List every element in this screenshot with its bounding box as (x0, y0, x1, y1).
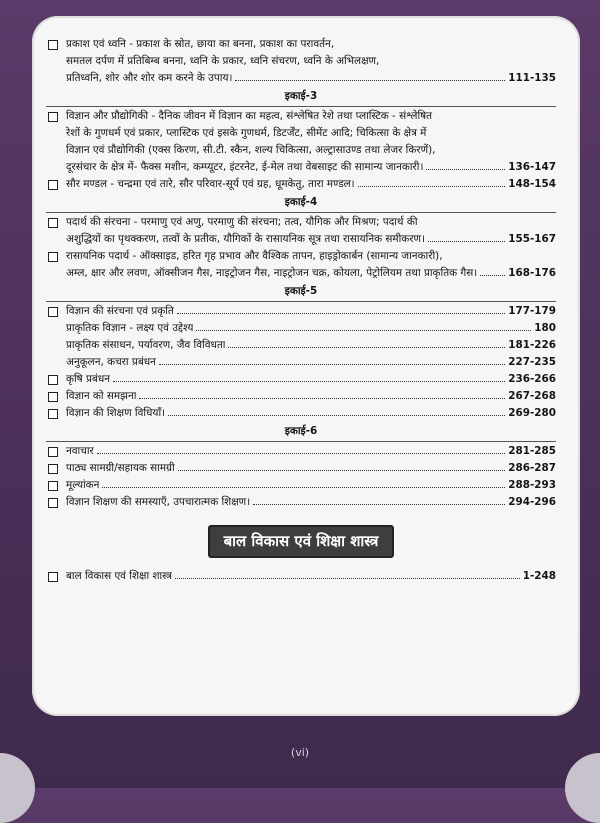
page-range: 180 (534, 322, 556, 334)
checkbox-icon (48, 464, 58, 474)
leader-dots (97, 453, 506, 454)
toc-entry (46, 320, 556, 337)
entry-line: विज्ञान को समझना (66, 390, 137, 402)
entry-line: विज्ञान की शिक्षण विधियाँ। (66, 407, 166, 419)
entry-last-line (66, 303, 556, 320)
checkbox-icon (48, 409, 58, 419)
entry-line: अनुकूलन, कचरा प्रबंधन (66, 356, 156, 368)
section-banner-wrap (46, 525, 556, 558)
entry-line: रेशों के गुणधर्म एवं प्रकार, प्लास्टिक एवं इसके गुणधर्म, डिटर्जेंट, सीमेंट आदि; चिकित्सा के क्षेत्र में (66, 127, 427, 139)
unit-heading: इकाई-3 (284, 90, 318, 102)
entry-line: विज्ञान और प्रौद्योगिकी - दैनिक जीवन में विज्ञान का महत्व, संश्लेषित रेशे तथा प्लास्टिक - संश्लेषित (66, 110, 433, 122)
entry-last-line (66, 70, 556, 87)
toc-entry (46, 303, 556, 320)
entry-last-line (66, 494, 556, 511)
leader-dots (358, 186, 506, 187)
unit-heading: इकाई-6 (284, 425, 318, 437)
toc-entry (46, 354, 556, 371)
entry-line: रासायनिक पदार्थ - ऑक्साइड, हरित गृह प्रभाव और वैश्विक तापन, हाइड्रोकार्बन (सामान्य जानकारी), (66, 250, 443, 262)
page-range: 148-154 (508, 178, 556, 190)
corner-decoration (0, 753, 35, 823)
entry-line: प्राकृतिक विज्ञान - लक्ष्य एवं उद्देश्य (66, 322, 194, 334)
checkbox-icon (48, 180, 58, 190)
checkbox-icon (48, 481, 58, 491)
divider (46, 212, 556, 213)
leader-dots (480, 275, 505, 276)
toc-entry (46, 388, 556, 405)
page-range: 1-248 (522, 570, 556, 582)
leader-dots (102, 487, 505, 488)
page-range: 168-176 (508, 267, 556, 279)
page-number: (vi) (290, 746, 310, 759)
toc-entry-structure-of-matter (46, 214, 556, 248)
entry-last-line (66, 405, 556, 422)
leader-dots (178, 470, 506, 471)
toc-entry-solar-system (46, 176, 556, 193)
divider (46, 301, 556, 302)
entry-line: प्राकृतिक संसाधन, पर्यावरण, जैव विविधता (66, 339, 226, 351)
leader-dots (426, 169, 505, 170)
section-banner: बाल विकास एवं शिक्षा शास्त्र (208, 525, 395, 558)
page-range: 288-293 (508, 479, 556, 491)
checkbox-icon (48, 447, 58, 457)
toc-entry (46, 337, 556, 354)
page-range: 294-296 (508, 496, 556, 508)
page-range: 181-226 (508, 339, 556, 351)
entry-last-line (66, 371, 556, 388)
leader-dots (177, 313, 505, 314)
checkbox-icon (48, 375, 58, 385)
page-range: 236-266 (508, 373, 556, 385)
page-range: 136-147 (508, 161, 556, 173)
leader-dots (228, 347, 505, 348)
corner-decoration (565, 753, 600, 823)
entry-last-line (66, 337, 556, 354)
checkbox-icon (48, 112, 58, 122)
entry-line: प्रतिध्वनि, शोर और शोर कम करने के उपाय। (66, 72, 233, 84)
entry-line: अशुद्धियों का पृथक्करण, तत्वों के प्रतीक, यौगिकों के रासायनिक सूत्र तथा रासायनिक समीकरण। (66, 233, 425, 245)
leader-dots (168, 415, 505, 416)
leader-dots (196, 330, 531, 331)
leader-dots (113, 381, 505, 382)
divider (46, 441, 556, 442)
entry-line: सौर मण्डल - चन्द्रमा एवं तारे, सौर परिवार-सूर्य एवं ग्रह, धूमकेतु, तारा मण्डल। (66, 178, 355, 190)
entry-last-line (66, 477, 556, 494)
checkbox-icon (48, 40, 58, 50)
leader-dots (159, 364, 505, 365)
entry-line: विज्ञान शिक्षण की समस्याएँ, उपचारात्मक शिक्षण। (66, 496, 251, 508)
page-range: 267-268 (508, 390, 556, 402)
toc-entry-chemical-substances (46, 248, 556, 282)
entry-last-line (66, 388, 556, 405)
entry-line: समतल दर्पण में प्रतिबिम्ब बनना, ध्वनि के प्रकार, ध्वनि संचरण, ध्वनि के अभिलक्षण, (66, 55, 380, 67)
toc-entry-light-sound (46, 36, 556, 87)
unit-heading: इकाई-4 (284, 196, 318, 208)
toc-entry (46, 477, 556, 494)
toc-entry (46, 371, 556, 388)
toc-entry (46, 443, 556, 460)
entry-last-line (66, 176, 556, 193)
entry-last-line (66, 354, 556, 371)
entry-last-line (66, 231, 556, 248)
checkbox-icon (48, 252, 58, 262)
toc-entry (46, 568, 556, 585)
entry-line: प्रकाश एवं ध्वनि - प्रकाश के स्रोत, छाया का बनना, प्रकाश का परावर्तन, (66, 38, 335, 50)
leader-dots (175, 578, 520, 579)
entry-line: बाल विकास एवं शिक्षा शास्त्र (66, 570, 172, 582)
page-range: 177-179 (508, 305, 556, 317)
leader-dots (235, 80, 505, 81)
entry-last-line (66, 460, 556, 477)
table-of-contents (46, 36, 556, 585)
checkbox-icon (48, 307, 58, 317)
entry-last-line (66, 443, 556, 460)
entry-last-line (66, 568, 556, 585)
entry-line: नवाचार (66, 445, 94, 457)
entry-line: अम्ल, क्षार और लवण, ऑक्सीजन गैस, नाइट्रोजन गैस, नाइट्रोजन चक्र, कोयला, पेट्रोलियम तथा प्राकृतिक गैस। (66, 267, 478, 279)
toc-entry-science-technology (46, 108, 556, 176)
page-range: 269-280 (508, 407, 556, 419)
entry-line: विज्ञान की संरचना एवं प्रकृति (66, 305, 174, 317)
toc-entry (46, 405, 556, 422)
leader-dots (139, 398, 505, 399)
unit-heading: इकाई-5 (284, 285, 318, 297)
entry-line: विज्ञान एवं प्रौद्योगिकी (एक्स किरण, सी.टी. स्कैन, शल्य चिकित्सा, अल्ट्रासाउण्ड तथा लेजर किरणें), (66, 144, 436, 156)
entry-last-line (66, 159, 556, 176)
page-range: 227-235 (508, 356, 556, 368)
toc-entry (46, 494, 556, 511)
page-range: 286-287 (508, 462, 556, 474)
page-range: 155-167 (508, 233, 556, 245)
contents-page (32, 16, 580, 716)
entry-line: कृषि प्रबंधन (66, 373, 110, 385)
entry-last-line (66, 320, 556, 337)
page-range: 281-285 (508, 445, 556, 457)
checkbox-icon (48, 572, 58, 582)
page-range: 111-135 (508, 72, 556, 84)
toc-entry (46, 460, 556, 477)
leader-dots (428, 241, 505, 242)
leader-dots (253, 504, 505, 505)
entry-last-line (66, 265, 556, 282)
checkbox-icon (48, 218, 58, 228)
entry-line: दूरसंचार के क्षेत्र में- फैक्स मशीन, कम्प्यूटर, इंटरनेट, ई-मेल तथा वेबसाइट की सामान्य जानकारी। (66, 161, 424, 173)
checkbox-icon (48, 498, 58, 508)
entry-line: पाठ्य सामग्री/सहायक सामग्री (66, 462, 175, 474)
entry-line: मूल्यांकन (66, 479, 100, 491)
entry-line: पदार्थ की संरचना - परमाणु एवं अणु, परमाणु की संरचना; तत्व, यौगिक और मिश्रण; पदार्थ की (66, 216, 418, 228)
divider (46, 106, 556, 107)
checkbox-icon (48, 392, 58, 402)
